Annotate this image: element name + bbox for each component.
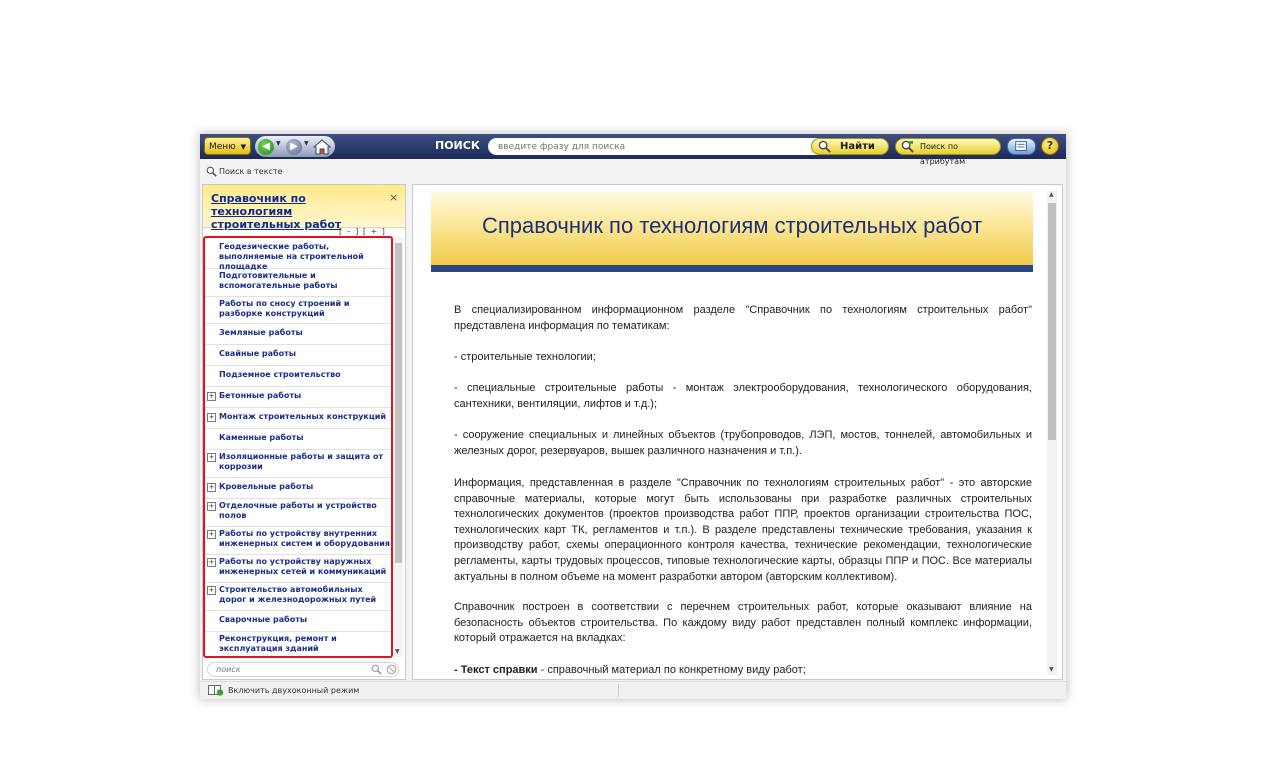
toc-item[interactable]: [203, 386, 391, 408]
toc-scrollbar[interactable]: [394, 237, 403, 657]
expand-icon[interactable]: +: [208, 558, 215, 566]
toc-item-label: Геодезические работы, выполняемые на строительной площадке: [219, 242, 364, 271]
expand-icon[interactable]: +: [208, 530, 215, 538]
table-of-contents: [203, 237, 393, 657]
menu-label: Меню: [209, 142, 236, 152]
document-scrollbar[interactable]: [1047, 191, 1057, 675]
paragraph-text: - специальные строительные работы - монтаж электрооборудования, технологического оборудования, сантехники, вентиляции, лифтов и т.д.);: [454, 382, 1032, 410]
paragraph: [431, 600, 1032, 647]
search-label: ПОИСК: [435, 139, 480, 152]
search-icon: [818, 140, 831, 153]
expand-icon[interactable]: +: [208, 392, 215, 400]
paragraph: [431, 428, 1032, 459]
scroll-down-icon[interactable]: ▼: [395, 648, 400, 655]
toc-item[interactable]: [203, 268, 391, 297]
bookmarks-icon: [1008, 139, 1035, 154]
forward-history-dropdown[interactable]: ▼: [304, 140, 309, 147]
dual-window-mode-label: Включить двухоконный режим: [228, 686, 360, 695]
paragraph: [431, 663, 1032, 679]
navigation-header: [203, 185, 405, 231]
back-history-dropdown[interactable]: ▼: [276, 140, 281, 147]
toc-item-label: Работы по устройству внутренних инженерных систем и оборудования: [219, 529, 390, 548]
toc-item-label: Свайные работы: [219, 349, 296, 358]
toc-item[interactable]: [203, 631, 391, 657]
caret-down-icon: ▼: [240, 143, 246, 151]
tree-controls: [339, 227, 386, 236]
dual-window-icon: [208, 685, 224, 696]
find-button[interactable]: [811, 138, 889, 155]
paragraph-text: - справочный материал по конкретному виду работ;: [537, 664, 806, 676]
expand-icon[interactable]: +: [208, 502, 215, 510]
toc-item[interactable]: [203, 323, 391, 345]
dual-window-mode-toggle[interactable]: [208, 685, 359, 696]
toc-item-label: Изоляционные работы и защита от коррозии: [219, 452, 384, 471]
help-button[interactable]: [1041, 137, 1059, 155]
toc-item-label: Сварочные работы: [219, 615, 308, 624]
paragraph-text: В специализированном информационном разделе "Справочник по технологиям строительных работ" представлена информация по тематикам:: [454, 304, 1032, 332]
forward-button[interactable]: [286, 139, 302, 155]
navigation-panel: [202, 184, 406, 680]
toc-item[interactable]: [203, 610, 391, 632]
secondary-toolbar: [200, 160, 1066, 183]
toc-item-label: Земляные работы: [219, 328, 303, 337]
toc-item-label: Работы по устройству наружных инженерных сетей и коммуникаций: [219, 557, 387, 576]
arrow-left-icon: ◀: [262, 141, 270, 152]
toc-item-label: Каменные работы: [219, 433, 304, 442]
toc-item[interactable]: [203, 365, 391, 387]
toc-item-label: Подготовительные и вспомогательные работы: [219, 271, 338, 290]
toc-item[interactable]: [203, 449, 391, 478]
toc-item[interactable]: [203, 477, 391, 499]
status-bar: [200, 681, 1066, 699]
back-button[interactable]: [258, 139, 274, 155]
text-search-label: Поиск в тексте: [219, 167, 283, 176]
toc-item[interactable]: [203, 582, 391, 611]
search-icon[interactable]: [371, 664, 382, 675]
paragraph-text: - сооружение специальных и линейных объектов (трубопроводов, ЛЭП, мостов, тоннелей, автомобильных и железных дорог, резервуаров, вышек различного назначения и т.п.).: [454, 429, 1032, 457]
collapse-all-button[interactable]: [ – ]: [339, 227, 360, 236]
toc-item-label: Кровельные работы: [219, 482, 314, 491]
paragraph: [431, 476, 1032, 585]
toc-item[interactable]: [203, 239, 391, 269]
attribute-search-label: Поиск по атрибутам: [920, 142, 966, 166]
expand-icon[interactable]: +: [208, 413, 215, 421]
paragraph: [431, 350, 1032, 366]
navigation-group: [255, 136, 335, 157]
top-toolbar: [200, 134, 1066, 166]
toc-item[interactable]: [203, 296, 391, 324]
arrow-right-icon: ▶: [290, 141, 298, 152]
toc-item-label: Подземное строительство: [219, 370, 341, 379]
expand-icon[interactable]: +: [208, 453, 215, 461]
expand-icon[interactable]: +: [208, 483, 215, 491]
app-window: [200, 134, 1066, 699]
document-banner: [431, 191, 1033, 271]
toc-search-input[interactable]: [216, 664, 364, 675]
paragraph: [431, 303, 1032, 334]
document-scrollbar-thumb[interactable]: [1048, 203, 1056, 440]
toc-item[interactable]: [203, 498, 391, 527]
expand-icon[interactable]: +: [208, 586, 215, 594]
toc-item[interactable]: [203, 526, 391, 555]
toc-item-label: Бетонные работы: [219, 391, 302, 400]
toc-item[interactable]: [203, 428, 391, 450]
text-search-icon: [206, 166, 217, 177]
document-title-link[interactable]: Справочник по технологиям строительных работ: [211, 192, 342, 231]
close-icon[interactable]: ×: [389, 191, 399, 204]
find-label: Найти: [840, 141, 875, 152]
paragraph-text: - строительные технологии;: [454, 351, 596, 363]
toc-item-label: Строительство автомобильных дорог и железнодорожных путей: [219, 585, 377, 604]
scroll-up-icon[interactable]: ▲: [1049, 191, 1054, 198]
toc-item-label: Реконструкция, ремонт и эксплуатация зданий: [219, 634, 337, 653]
document-title: Справочник по технологиям строительных работ: [481, 213, 983, 238]
toc-search-box: [207, 662, 399, 677]
text-search-button[interactable]: [206, 166, 283, 177]
bookmarks-button[interactable]: [1007, 138, 1036, 155]
banner-stripe: [431, 265, 1033, 272]
paragraph-text: Информация, представленная в разделе "Справочник по технологиям строительных работ" - это авторские справочные материалы, которые могут быть использованы при разработке различных строительных технологических документов (проектов производства работ ППР, проектов организации строительства ПОС, технологических карт ТК, регламентов и т.п.). В разделе представлены технические требования, указания к производству работ, схемы операционного контроля качества, технические рекомендации, технологические регламенты, карты трудовых процессов, типовые технологические карты, образцы ППР и ПОС. Все материалы актуальны в полном объеме на момент разработки автором (авторским коллективом).: [454, 477, 1032, 583]
tab-name-text-reference: - Текст справки: [454, 664, 538, 676]
attribute-search-icon: [901, 140, 914, 153]
toc-item-label: Монтаж строительных конструкций: [219, 412, 387, 421]
toc-item[interactable]: [203, 554, 391, 583]
home-icon[interactable]: [313, 139, 331, 155]
scroll-down-icon[interactable]: ▼: [1049, 666, 1054, 673]
clear-search-icon[interactable]: [386, 664, 397, 675]
paragraph-text: Справочник построен в соответствии с перечнем строительных работ, которые оказывают влияние на безопасность объектов строительства. По каждому виду работ представлен полный комплекс информации, который отражается на вкладках:: [454, 601, 1032, 645]
expand-all-button[interactable]: [ + ]: [362, 227, 386, 236]
paragraph: [431, 381, 1032, 412]
attribute-search-button[interactable]: [895, 138, 1001, 166]
menu-button[interactable]: [204, 137, 251, 155]
toc-item[interactable]: [203, 344, 391, 366]
toc-item-label: Работы по сносу строений и разборке конструкций: [219, 299, 350, 318]
toc-item[interactable]: [203, 407, 391, 429]
help-icon: ?: [1046, 139, 1054, 152]
document-panel: [412, 184, 1063, 680]
status-divider: [618, 684, 619, 697]
toc-scrollbar-thumb[interactable]: [395, 243, 402, 563]
toc-item-label: Отделочные работы и устройство полов: [219, 501, 377, 520]
